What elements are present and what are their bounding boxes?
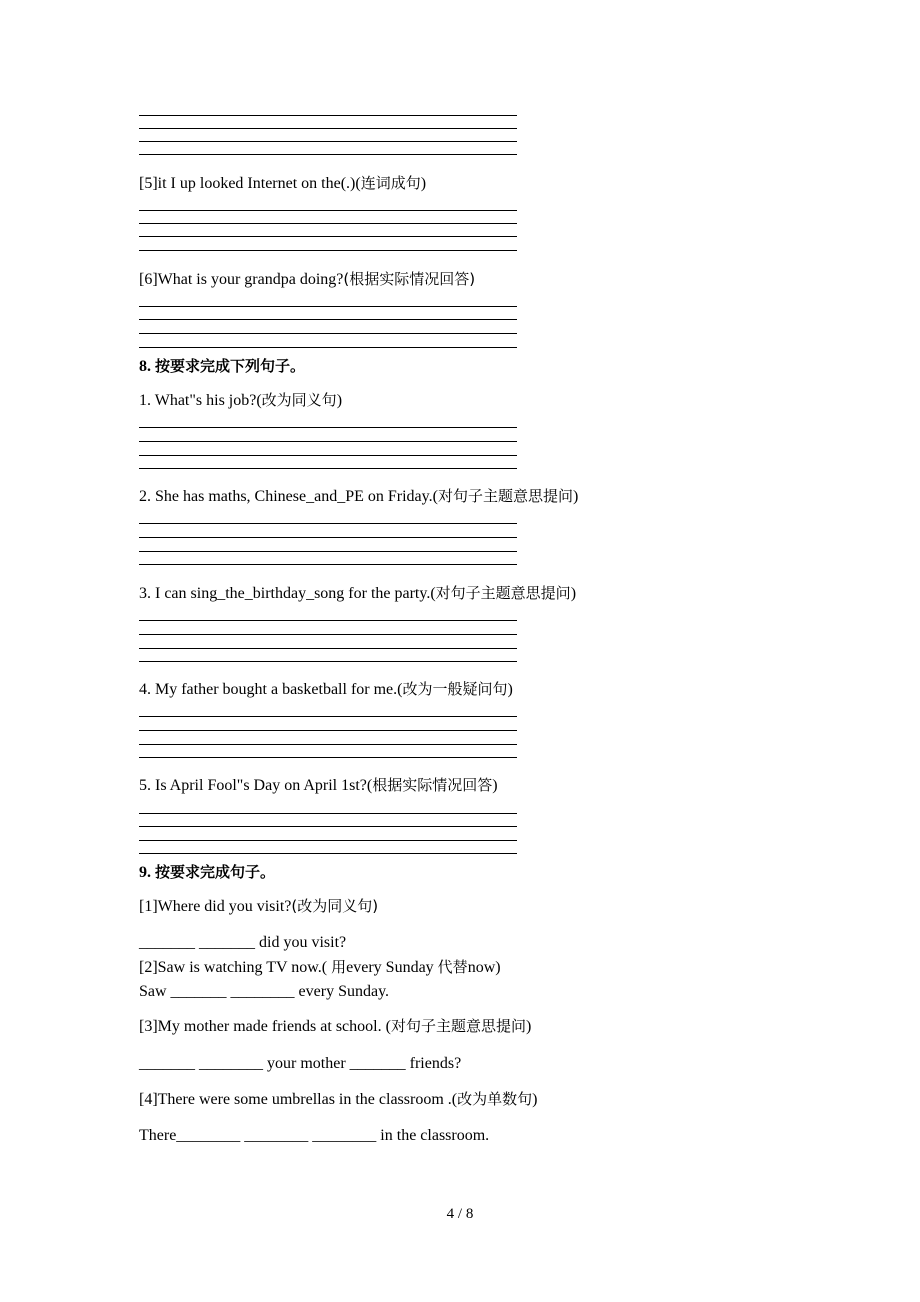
answer-line[interactable] xyxy=(139,236,517,237)
answer-line[interactable] xyxy=(139,250,517,251)
item-instruction: 改为同义句 xyxy=(261,391,337,409)
answer-line[interactable] xyxy=(139,744,517,745)
answer-line[interactable] xyxy=(139,210,517,211)
answer-line[interactable] xyxy=(139,620,517,621)
answer-line[interactable] xyxy=(139,333,517,334)
question-text: now) xyxy=(467,959,501,976)
answer-line[interactable] xyxy=(139,757,517,758)
section-9-title xyxy=(139,861,275,882)
question-5-end: ) xyxy=(420,175,427,192)
item-text: 5. Is April Fool"s Day on April 1st?( xyxy=(139,777,373,794)
question-instruction: 对句子主题意思提问 xyxy=(390,1017,526,1035)
question-text: [2]Saw is watching TV now.( xyxy=(139,959,332,976)
section-8-title xyxy=(139,355,305,376)
item-end: ) xyxy=(570,585,577,602)
section-8-item-3 xyxy=(139,583,576,604)
page-number: 4 / 8 xyxy=(446,1206,474,1222)
answer-line[interactable] xyxy=(139,154,517,155)
answer-line[interactable] xyxy=(139,813,517,814)
answer-line[interactable] xyxy=(139,634,517,635)
question-end: ) xyxy=(525,1018,532,1035)
section-8-item-1 xyxy=(139,390,342,411)
question-6 xyxy=(139,269,475,290)
section-9-heading: 按要求完成句子。 xyxy=(155,863,276,881)
question-text: every Sunday xyxy=(346,959,438,976)
answer-line[interactable] xyxy=(139,455,517,456)
question-instruction: 改为单数句 xyxy=(457,1090,533,1108)
question-5 xyxy=(139,173,426,194)
item-end: ) xyxy=(336,392,343,409)
question-5-text: [5]it I up looked Internet on the(.)( xyxy=(139,175,361,192)
section-9-answer-4[interactable]: There________ ________ ________ in the classroom. xyxy=(139,1127,490,1144)
section-8-item-4 xyxy=(139,679,513,700)
question-text: [1]Where did you visit? xyxy=(139,898,292,915)
answer-line[interactable] xyxy=(139,840,517,841)
answer-line[interactable] xyxy=(139,537,517,538)
item-end: ) xyxy=(507,681,513,698)
section-8-number: 8. xyxy=(139,358,155,375)
answer-line[interactable] xyxy=(139,523,517,524)
question-6-instruction: (根据实际情况回答) xyxy=(343,270,476,288)
answer-line[interactable] xyxy=(139,551,517,552)
question-text: [4]There were some umbrellas in the classroom .( xyxy=(139,1091,458,1108)
item-end: ) xyxy=(492,777,498,794)
section-9-number: 9. xyxy=(139,864,155,881)
item-text: 3. I can sing_the_birthday_song for the party.( xyxy=(139,585,436,602)
answer-line[interactable] xyxy=(139,648,517,649)
answer-line[interactable] xyxy=(139,661,517,662)
answer-line[interactable] xyxy=(139,716,517,717)
item-text: 4. My father bought a basketball for me.( xyxy=(139,681,403,698)
question-5-instruction: 连词成句 xyxy=(360,174,421,192)
section-9-answer-2[interactable]: Saw _______ ________ every Sunday. xyxy=(139,983,390,1000)
question-end: ) xyxy=(532,1091,538,1108)
answer-line[interactable] xyxy=(139,427,517,428)
section-9-question-3 xyxy=(139,1016,531,1037)
answer-line[interactable] xyxy=(139,441,517,442)
section-9-question-1 xyxy=(139,896,378,917)
question-6-text: [6]What is your grandpa doing? xyxy=(139,271,344,288)
answer-line[interactable] xyxy=(139,730,517,731)
question-instruction: 代替 xyxy=(437,958,468,976)
question-instruction: 用 xyxy=(331,958,347,976)
section-8-item-2 xyxy=(139,486,578,507)
question-instruction: (改为同义句) xyxy=(291,897,379,915)
answer-line[interactable] xyxy=(139,128,517,129)
section-9-answer-3[interactable]: _______ ________ your mother _______ friends? xyxy=(139,1055,462,1072)
answer-line[interactable] xyxy=(139,141,517,142)
item-instruction: 根据实际情况回答 xyxy=(372,776,493,794)
answer-line[interactable] xyxy=(139,564,517,565)
section-8-heading: 按要求完成下列句子。 xyxy=(155,357,306,375)
section-8-item-5 xyxy=(139,775,498,796)
item-text: 1. What"s his job?( xyxy=(139,392,262,409)
answer-line[interactable] xyxy=(139,306,517,307)
section-9-answer-1[interactable]: _______ _______ did you visit? xyxy=(139,934,347,951)
question-text: [3]My mother made friends at school. ( xyxy=(139,1018,391,1035)
item-instruction: 对句子主题意思提问 xyxy=(435,584,571,602)
item-instruction: 对句子主题意思提问 xyxy=(437,487,573,505)
answer-line[interactable] xyxy=(139,347,517,348)
answer-line[interactable] xyxy=(139,826,517,827)
item-end: ) xyxy=(572,488,579,505)
answer-line[interactable] xyxy=(139,468,517,469)
answer-line[interactable] xyxy=(139,853,517,854)
item-instruction: 改为一般疑问句 xyxy=(402,680,508,698)
section-9-question-2 xyxy=(139,957,501,978)
item-text: 2. She has maths, Chinese_and_PE on Friday.( xyxy=(139,488,438,505)
answer-line[interactable] xyxy=(139,223,517,224)
answer-line[interactable] xyxy=(139,319,517,320)
answer-line[interactable] xyxy=(139,115,517,116)
section-9-question-4 xyxy=(139,1089,537,1110)
